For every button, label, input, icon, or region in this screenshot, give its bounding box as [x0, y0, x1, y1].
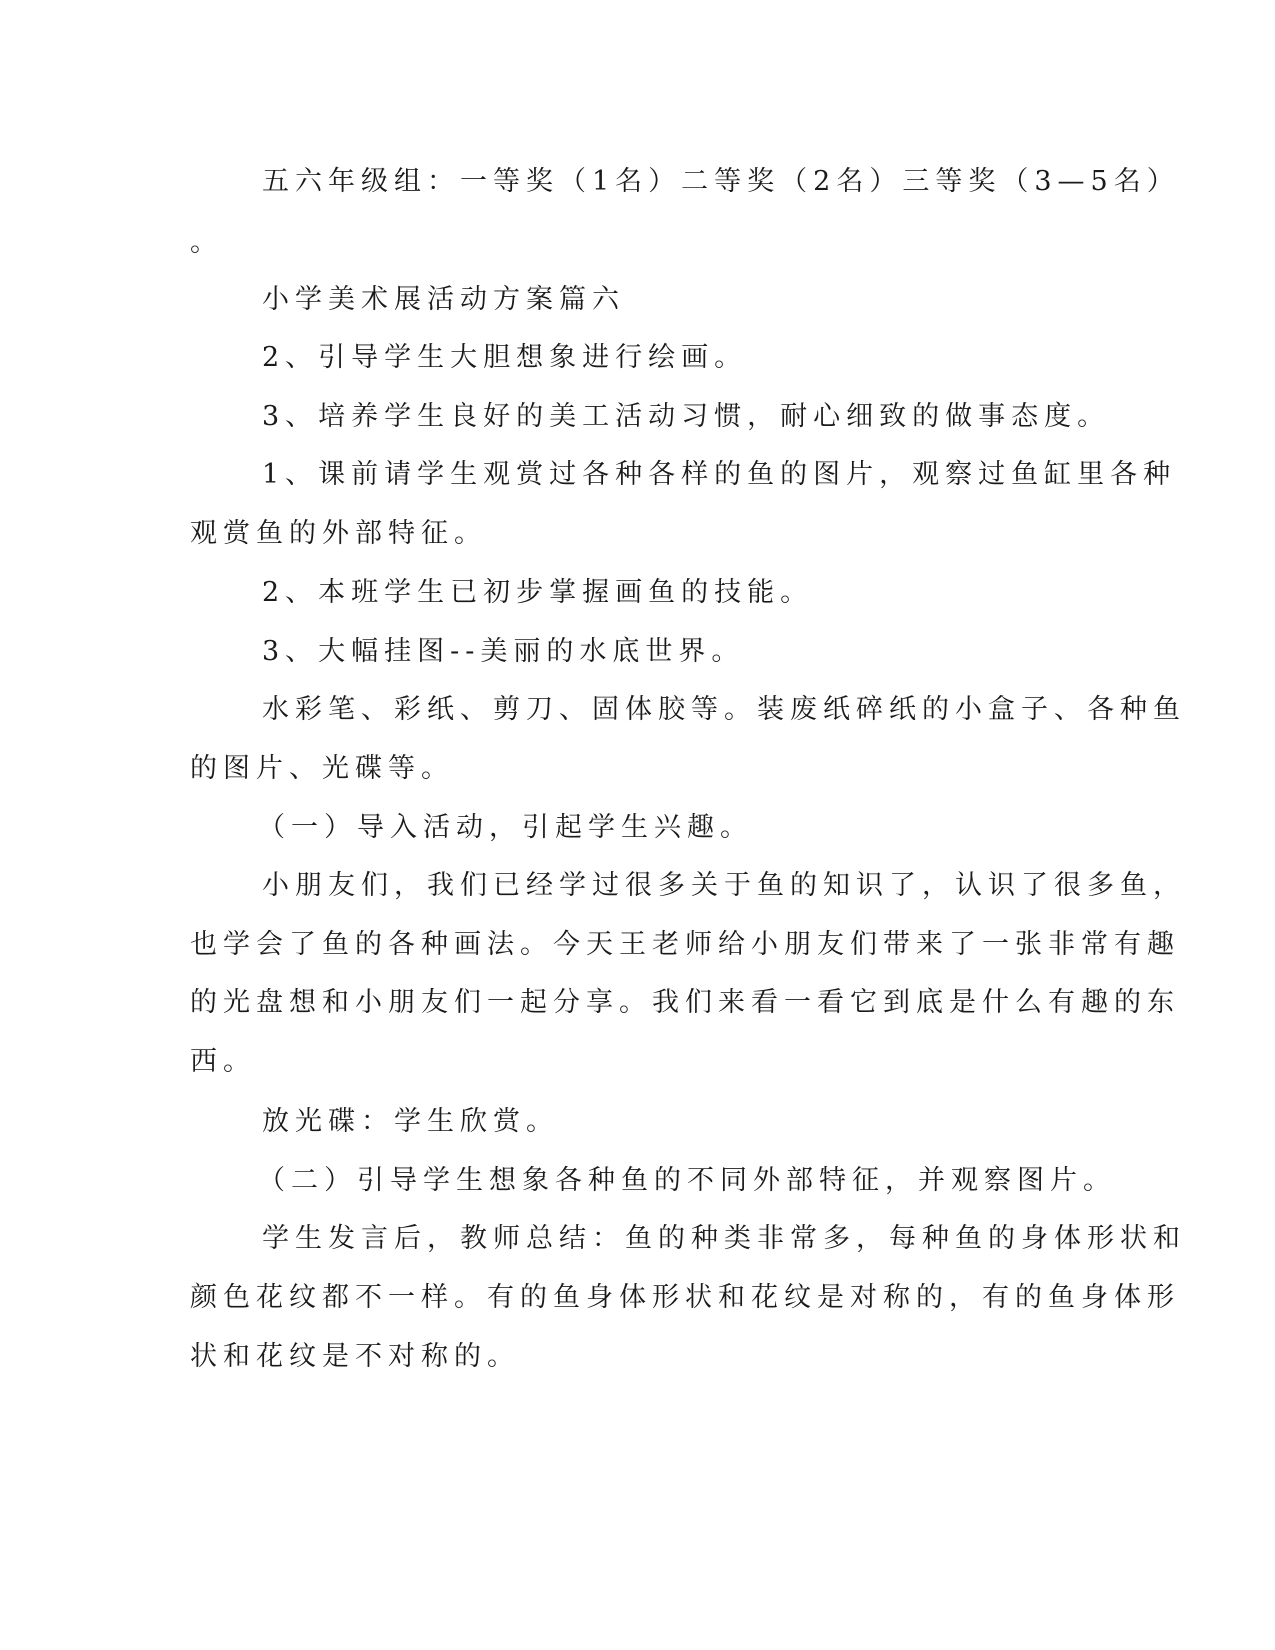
intro-paragraph-line-4: 西。 — [190, 1046, 256, 1077]
step-one-heading: （一）导入活动，引起学生兴趣。 — [258, 812, 753, 843]
play-disc-line: 放光碟：学生欣赏。 — [262, 1106, 559, 1137]
intro-paragraph-line-2: 也学会了鱼的各种画法。今天王老师给小朋友们带来了一张非常有趣 — [190, 929, 1180, 960]
award-line-grade-five-six: 五六年级组：一等奖（1名）二等奖（2名）三等奖（3—5名） — [262, 166, 1180, 197]
materials-line-1: 水彩笔、彩纸、剪刀、固体胶等。装废纸碎纸的小盒子、各种鱼 — [262, 694, 1186, 725]
goal-item-3: 3、培养学生良好的美工活动习惯，耐心细致的做事态度。 — [262, 401, 1111, 432]
step-two-heading: （二）引导学生想象各种鱼的不同外部特征，并观察图片。 — [258, 1165, 1116, 1196]
intro-paragraph-line-1: 小朋友们，我们已经学过很多关于鱼的知识了，认识了很多鱼， — [262, 870, 1186, 901]
prep-item-2: 2、本班学生已初步掌握画鱼的技能。 — [262, 577, 814, 608]
intro-paragraph-line-3: 的光盘想和小朋友们一起分享。我们来看一看它到底是什么有趣的东 — [190, 987, 1180, 1018]
prep-item-3: 3、大幅挂图--美丽的水底世界。 — [262, 636, 745, 667]
prep-item-1-line-1: 1、课前请学生观赏过各种各样的鱼的图片，观察过鱼缸里各种 — [262, 459, 1177, 490]
goal-item-2: 2、引导学生大胆想象进行绘画。 — [262, 342, 748, 373]
trailing-period: 。 — [190, 227, 223, 258]
section-heading: 小学美术展活动方案篇六 — [262, 284, 625, 315]
summary-paragraph-line-1: 学生发言后，教师总结：鱼的种类非常多，每种鱼的身体形状和 — [262, 1223, 1186, 1254]
prep-item-1-line-2: 观赏鱼的外部特征。 — [190, 518, 487, 549]
summary-paragraph-line-2: 颜色花纹都不一样。有的鱼身体形状和花纹是对称的，有的鱼身体形 — [190, 1282, 1180, 1313]
summary-paragraph-line-3: 状和花纹是不对称的。 — [190, 1341, 520, 1372]
materials-line-2: 的图片、光碟等。 — [190, 753, 454, 784]
